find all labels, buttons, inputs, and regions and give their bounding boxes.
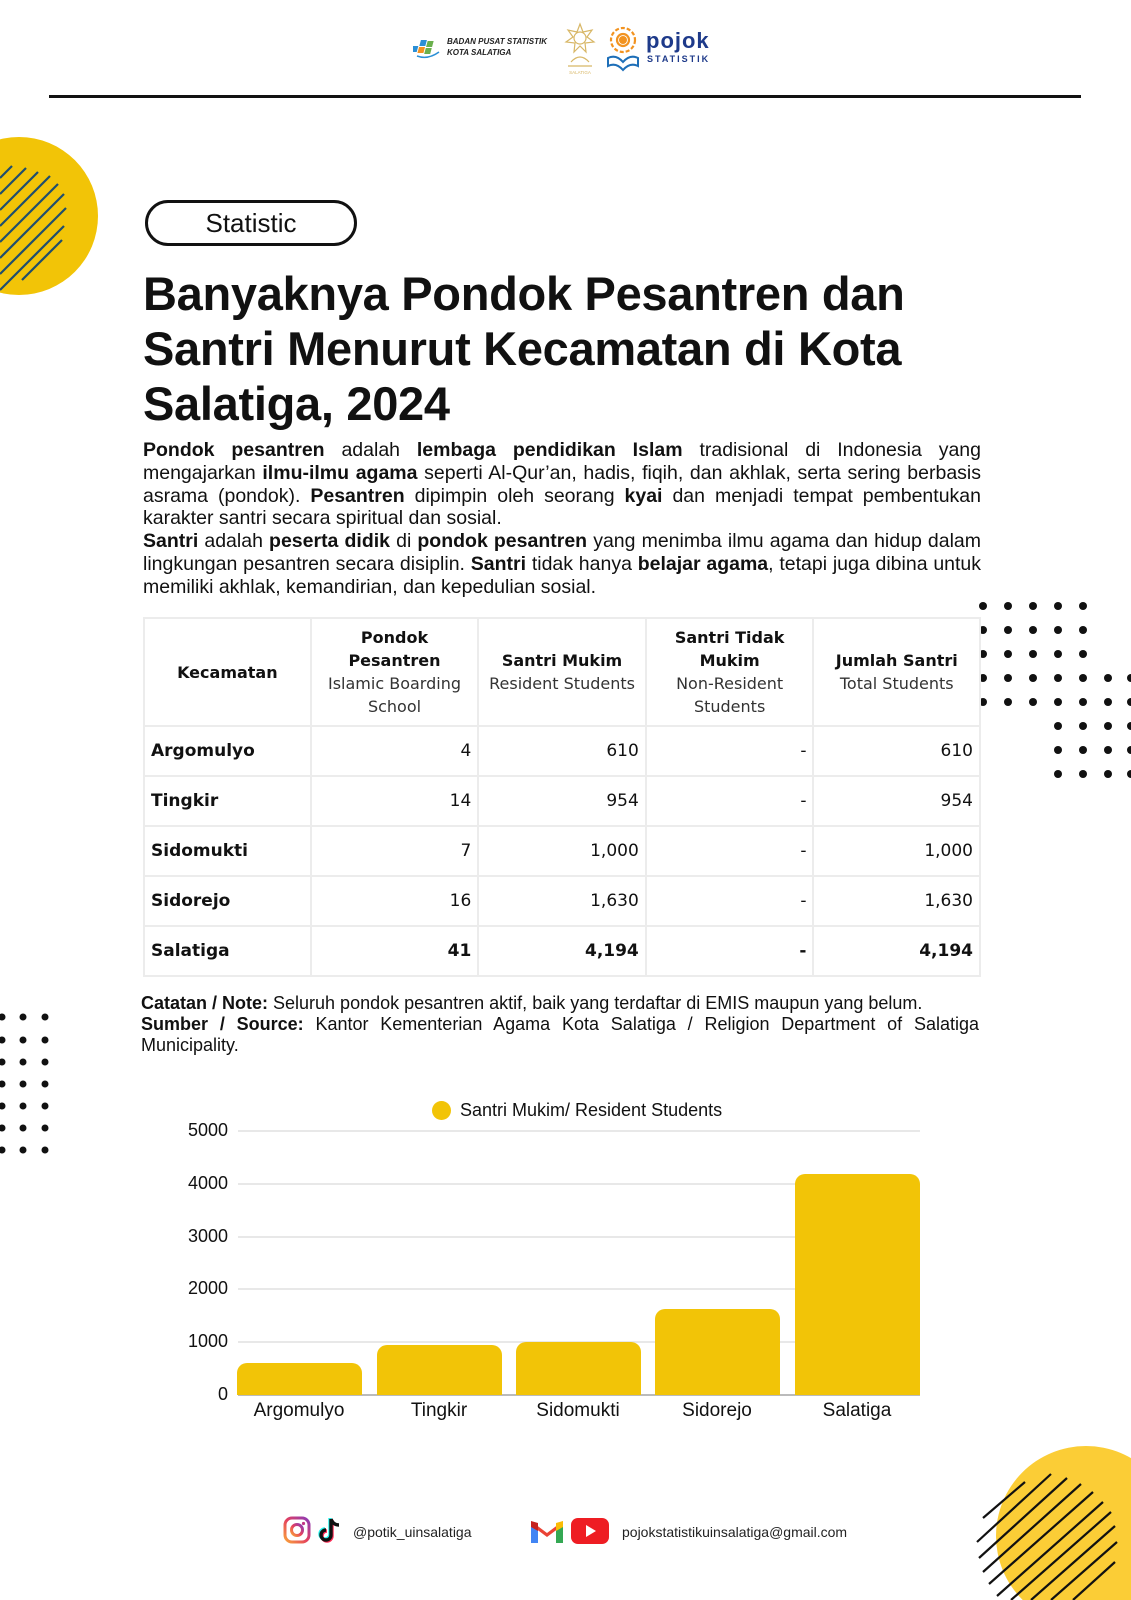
- decorative-dot-grid-right-icon: [960, 595, 1131, 780]
- header-divider: [49, 95, 1081, 98]
- source-line: Sumber / Source: Kantor Kementerian Agama Kota Salatiga / Religion Department of Salatiga Municipality.: [141, 1014, 979, 1055]
- gmail-icon[interactable]: [529, 1517, 565, 1545]
- chart-bar-tingkir[interactable]: [377, 1345, 502, 1395]
- bps-city: KOTA SALATIGA: [447, 48, 512, 57]
- intro-text: [143, 439, 981, 599]
- svg-text:SALATIGA: SALATIGA: [569, 70, 591, 75]
- cell-value: -: [646, 726, 814, 776]
- chart-gridline: [238, 1130, 920, 1132]
- y-axis-tick: 0: [217, 1384, 228, 1404]
- bps-logo-text: [447, 36, 547, 58]
- header-kecamatan: Kecamatan: [144, 618, 311, 726]
- cell-kecamatan: Argomulyo: [144, 726, 311, 776]
- header-pondok-pesantren: Pondok Pesantren Islamic Boarding School: [311, 618, 479, 726]
- table-row: [144, 726, 980, 776]
- cell-value: 41: [311, 926, 479, 976]
- table-row: [144, 776, 980, 826]
- cell-value: -: [646, 926, 814, 976]
- y-axis-tick: 3000: [187, 1225, 228, 1246]
- header-logos: [0, 22, 1131, 78]
- cell-kecamatan: Sidomukti: [144, 826, 311, 876]
- x-axis-label: Tingkir: [410, 1400, 468, 1421]
- pojok-logo-text: pojok: [646, 28, 710, 53]
- header-jumlah-santri: Jumlah Santri Total Students: [813, 618, 980, 726]
- cell-value: 16: [311, 876, 479, 926]
- cell-value: 954: [813, 776, 980, 826]
- intro-paragraph-pesantren: Pondok pesantren adalah lembaga pendidikan Islam tradisional di Indonesia yang mengajarkan ilmu-ilmu agama seperti Al-Qur’an, hadis, fiqih, dan akhlak, serta sering berbasis asrama (pondok). Pesantren dipimpin oleh seorang kyai dan menjadi tempat pembentukan karakter santri secara spiritual dan sosial.: [143, 439, 981, 530]
- cell-value: -: [646, 776, 814, 826]
- cell-value: 7: [311, 826, 479, 876]
- chart-bar-sidorejo[interactable]: [655, 1309, 780, 1395]
- cell-value: 1,630: [478, 876, 645, 926]
- note-line: Catatan / Note: Seluruh pondok pesantren aktif, baik yang terdaftar di EMIS maupun yang belum.: [141, 993, 923, 1013]
- contact-email[interactable]: pojokstatistikuinsalatiga@gmail.com: [622, 1524, 848, 1540]
- header-santri-mukim: Santri Mukim Resident Students: [478, 618, 645, 726]
- uin-salatiga-logo-icon: [562, 22, 598, 76]
- x-axis-label: Sidomukti: [536, 1400, 620, 1421]
- y-axis-tick: 2000: [187, 1278, 228, 1299]
- cell-value: 1,000: [478, 826, 645, 876]
- intro-paragraph-santri: Santri adalah peserta didik di pondok pesantren yang menimba ilmu agama dan hidup dalam lingkungan pesantren secara disiplin. Santri tidak hanya belajar agama, tetapi juga dibina untuk memiliki akhlak, kemandirian, dan kepedulian sosial.: [143, 530, 982, 598]
- youtube-icon[interactable]: [570, 1517, 610, 1545]
- legend-label: Santri Mukim/ Resident Students: [460, 1100, 723, 1120]
- chart-bar-salatiga[interactable]: [795, 1174, 920, 1395]
- cell-value: 4,194: [813, 926, 980, 976]
- table-notes: [141, 993, 979, 1056]
- bps-logo-icon: [413, 36, 443, 60]
- table-header-row: [144, 618, 980, 726]
- feb-logo-icon: [604, 24, 642, 72]
- pojok-logo-subtext: STATISTIK: [647, 54, 711, 64]
- x-axis-label: Salatiga: [822, 1400, 892, 1421]
- cell-kecamatan: Sidorejo: [144, 876, 311, 926]
- cell-kecamatan: Salatiga: [144, 926, 311, 976]
- cell-value: 4,194: [478, 926, 645, 976]
- page-title: Banyaknya Pondok Pesantren dan Santri Menurut Kecamatan di Kota Salatiga, 2024: [143, 267, 905, 430]
- chart-bar-argomulyo[interactable]: [237, 1363, 362, 1395]
- y-axis-tick: 5000: [187, 1120, 228, 1140]
- chart-bar-sidomukti[interactable]: [516, 1342, 641, 1395]
- bps-name: BADAN PUSAT STATISTIK: [447, 37, 547, 46]
- instagram-icon[interactable]: [283, 1516, 311, 1544]
- cell-value: 14: [311, 776, 479, 826]
- cell-value: -: [646, 876, 814, 926]
- y-axis-tick: 4000: [187, 1172, 228, 1193]
- table-total-row: [144, 926, 980, 976]
- x-axis-label: Sidorejo: [682, 1400, 752, 1421]
- social-handle[interactable]: @potik_uinsalatiga: [353, 1524, 472, 1540]
- y-axis-tick: 1000: [187, 1331, 228, 1352]
- table-row: [144, 876, 980, 926]
- cell-value: 954: [478, 776, 645, 826]
- tiktok-icon[interactable]: [317, 1516, 343, 1544]
- chart-legend: [432, 1100, 722, 1121]
- cell-value: 4: [311, 726, 479, 776]
- resident-students-bar-chart: [0, 1100, 1131, 1460]
- header-santri-tidak-mukim: Santri Tidak Mukim Non-Resident Students: [646, 618, 814, 726]
- cell-value: 1,630: [813, 876, 980, 926]
- cell-value: -: [646, 826, 814, 876]
- pesantren-table: [143, 617, 981, 977]
- cell-kecamatan: Tingkir: [144, 776, 311, 826]
- decorative-stripes-icon: [0, 150, 100, 300]
- statistic-badge: Statistic: [145, 200, 357, 246]
- footer: [0, 1516, 1131, 1550]
- legend-swatch-icon: [432, 1101, 451, 1120]
- x-axis-label: Argomulyo: [253, 1400, 345, 1421]
- table-row: [144, 826, 980, 876]
- cell-value: 610: [478, 726, 645, 776]
- cell-value: 1,000: [813, 826, 980, 876]
- cell-value: 610: [813, 726, 980, 776]
